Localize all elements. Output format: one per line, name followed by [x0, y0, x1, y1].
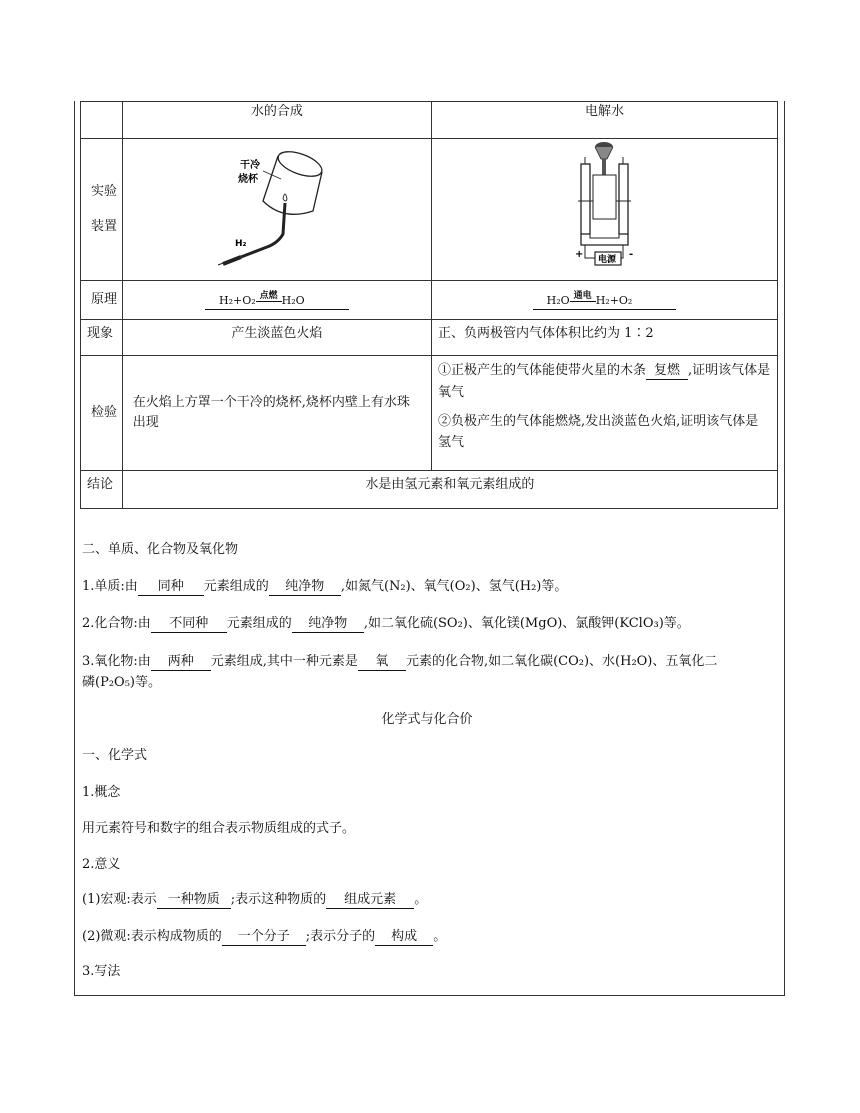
label-positive: +: [575, 249, 584, 260]
label-test: 检验: [81, 356, 123, 471]
answer-blank: 构成: [375, 929, 433, 946]
electrolysis-test: ①正极产生的气体能使带火星的木条 复燃 ,证明该气体是氧气 ②负极产生的气体能燃烧,发出淡蓝色火焰,证明该气体是氢气: [432, 356, 778, 471]
row-phenomenon: [81, 320, 778, 356]
synthesis-test: 在火焰上方罩一个干冷的烧杯,烧杯内壁上有水珠出现: [122, 356, 431, 471]
paragraph-compound: 2.化合物:由 不同种 元素组成的 纯净物 ,如二氧化硫(SO₂)、氧化镁(MgO)、氯酸钾(KClO₃)等。: [82, 616, 690, 631]
label-principle: 原理: [81, 281, 123, 320]
label-dry-cold: 干冷: [239, 160, 260, 171]
concept-text: 用元素符号和数字的组合表示物质组成的式子。: [82, 821, 356, 836]
answer-blank: 同种: [138, 579, 204, 596]
answer-blank: 不同种: [151, 616, 227, 633]
paragraph-oxide: 3.氧化物:由 两种 元素组成,其中一种元素是 氧 元素的化合物,如二氧化碳(CO₂)、水(H₂O)、五氧化二 磷(P₂O₅)等。: [82, 654, 718, 690]
answer-blank: 纯净物: [292, 616, 364, 633]
label-phenomenon: 现象: [81, 320, 123, 356]
table-header-row: [81, 102, 778, 139]
label-device: 实验 装置: [81, 139, 123, 281]
paragraph-element: 1.单质:由 同种 元素组成的 纯净物 ,如氮气(N₂)、氧气(O₂)、氢气(H₂)等。: [82, 579, 568, 594]
label-negative: -: [629, 249, 634, 260]
answer-blank: 一种物质: [157, 892, 231, 909]
funnel-icon: [595, 142, 613, 175]
header-synthesis: 水的合成: [122, 102, 431, 139]
electrolysis-equation: H₂O 通电 H₂+O₂: [432, 281, 778, 320]
header-cell-empty: [81, 102, 123, 139]
meaning-micro: (2)微观:表示构成物质的 一个分子 ;表示分子的 构成 。: [82, 929, 447, 944]
experiment-table: [80, 101, 778, 509]
synthesis-apparatus-figure: [123, 139, 423, 273]
electrolysis-apparatus-figure: [432, 139, 777, 273]
condition-electrify: 通电: [573, 290, 592, 301]
section-heading: 二、单质、化合物及氧化物: [82, 542, 239, 557]
synthesis-apparatus-cell: [122, 139, 431, 281]
conclusion-text: 水是由氢元素和氧元素组成的: [122, 471, 777, 509]
answer-blank: 组成元素: [326, 892, 414, 909]
flame-icon: [283, 194, 287, 201]
subheading-concept: 1.概念: [82, 785, 121, 800]
row-device: [81, 139, 778, 281]
meaning-macro: (1)宏观:表示 一种物质 ;表示这种物质的 组成元素 。: [82, 892, 428, 907]
answer-blank: 两种: [151, 654, 211, 671]
section-heading: 一、化学式: [82, 748, 148, 763]
electrolysis-apparatus-cell: [432, 139, 778, 281]
row-test: [81, 356, 778, 471]
row-principle: [81, 281, 778, 320]
label-beaker: 烧杯: [237, 174, 258, 185]
electrolysis-phenomenon: 正、负两极管内气体体积比约为 1∶2: [432, 320, 778, 356]
section-title: 化学式与化合价: [381, 712, 473, 727]
answer-blank: 一个分子: [222, 929, 306, 946]
condition-ignite: 点燃: [259, 290, 278, 301]
label-h2: H₂: [234, 239, 247, 249]
synthesis-equation: H₂+O₂ 点燃 H₂O: [122, 281, 431, 320]
answer-blank: 复燃: [646, 363, 688, 380]
header-electrolysis: 电解水: [432, 102, 778, 139]
answer-blank: 纯净物: [269, 579, 341, 596]
label-conclusion: 结论: [81, 471, 123, 509]
subheading-meaning: 2.意义: [82, 857, 121, 872]
synthesis-phenomenon: 产生淡蓝色火焰: [122, 320, 431, 356]
label-power-source: 电源: [598, 255, 617, 265]
row-conclusion: [81, 471, 778, 509]
subheading-writing: 3.写法: [82, 964, 121, 979]
beaker-icon: [263, 147, 325, 215]
answer-blank: 氧: [358, 654, 406, 671]
